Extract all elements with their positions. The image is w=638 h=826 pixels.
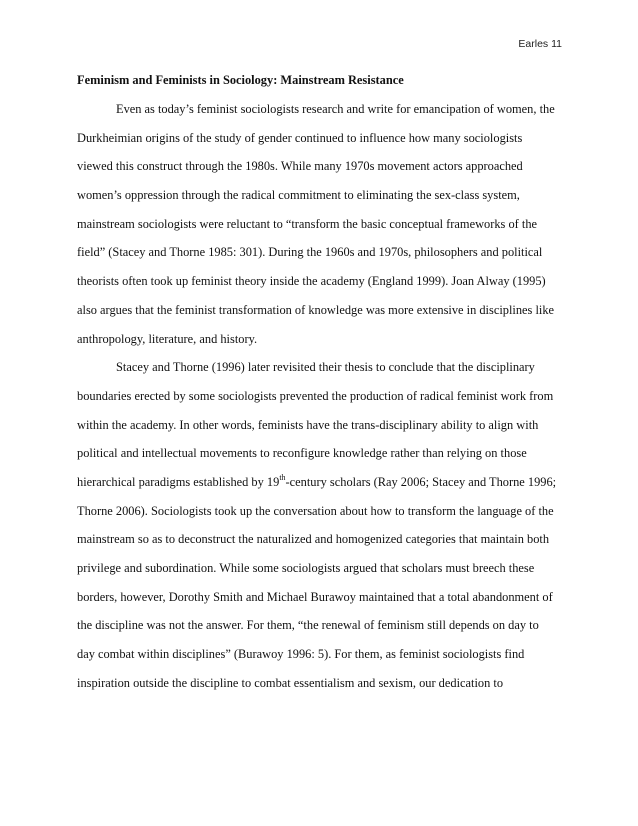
text-line: Even as today’s feminist sociologists research and write for emancipation of women, the xyxy=(116,102,555,116)
text-line: mainstream so as to deconstruct the naturalized and homogenized categories that maintain both xyxy=(77,532,550,547)
text-line: mainstream sociologists were reluctant to “transform the basic conceptual frameworks of the xyxy=(77,216,538,231)
text-line: Thorne 2006). Sociologists took up the conversation about how to transform the language of the xyxy=(77,503,554,518)
document-body xyxy=(77,72,564,703)
text-line: Stacey and Thorne (1996) later revisited their thesis to conclude that the disciplinary xyxy=(116,360,535,375)
superscript: th xyxy=(279,472,286,482)
text-line: Durkheimian origins of the study of gender continued to influence how many sociologists xyxy=(77,130,523,145)
text-segment: hierarchical paradigms established by 19 xyxy=(77,474,280,489)
section-heading: Feminism and Feminists in Sociology: Mainstream Resistance xyxy=(77,73,404,87)
text-line-superscript xyxy=(77,474,564,503)
text-line: field” (Stacey and Thorne 1985: 301). During the 1960s and 1970s, philosophers and political xyxy=(77,245,543,260)
text-line: boundaries erected by some sociologists prevented the production of radical feminist work from xyxy=(77,388,554,403)
text-line: anthropology, literature, and history. xyxy=(77,331,258,346)
text-line: theorists often took up feminist theory inside the academy (England 1999). Joan Alway (1995) xyxy=(77,274,546,289)
text-segment: -century scholars (Ray 2006; Stacey and Thorne 1996; xyxy=(285,474,557,489)
paragraph-1 xyxy=(77,101,564,359)
text-line: within the academy. In other words, feminists have the trans-disciplinary ability to align with xyxy=(77,417,539,432)
text-line: women’s oppression through the radical commitment to eliminating the sex-class system, xyxy=(77,188,520,203)
text-line: inspiration outside the discipline to combat essentialism and sexism, our dedication to xyxy=(77,675,504,690)
running-head: Earles 11 xyxy=(518,38,562,50)
text-line: day combat within disciplines” (Burawoy 1996: 5). For them, as feminist sociologists find xyxy=(77,647,525,662)
paragraph-2 xyxy=(77,359,564,703)
text-line: also argues that the feminist transformation of knowledge was more extensive in disciplines like xyxy=(77,302,555,317)
text-line: political and intellectual movements to reconfigure knowledge rather than relying on those xyxy=(77,446,527,461)
text-line: the discipline was not the answer. For them, “the renewal of feminism still depends on day to xyxy=(77,618,539,633)
text-line: borders, however, Dorothy Smith and Michael Burawoy maintained that a total abandonment of xyxy=(77,589,553,604)
text-line: privilege and subordination. While some sociologists argued that scholars must breech these xyxy=(77,561,535,575)
text-line: viewed this construct through the 1980s. While many 1970s movement actors approached xyxy=(77,159,523,174)
